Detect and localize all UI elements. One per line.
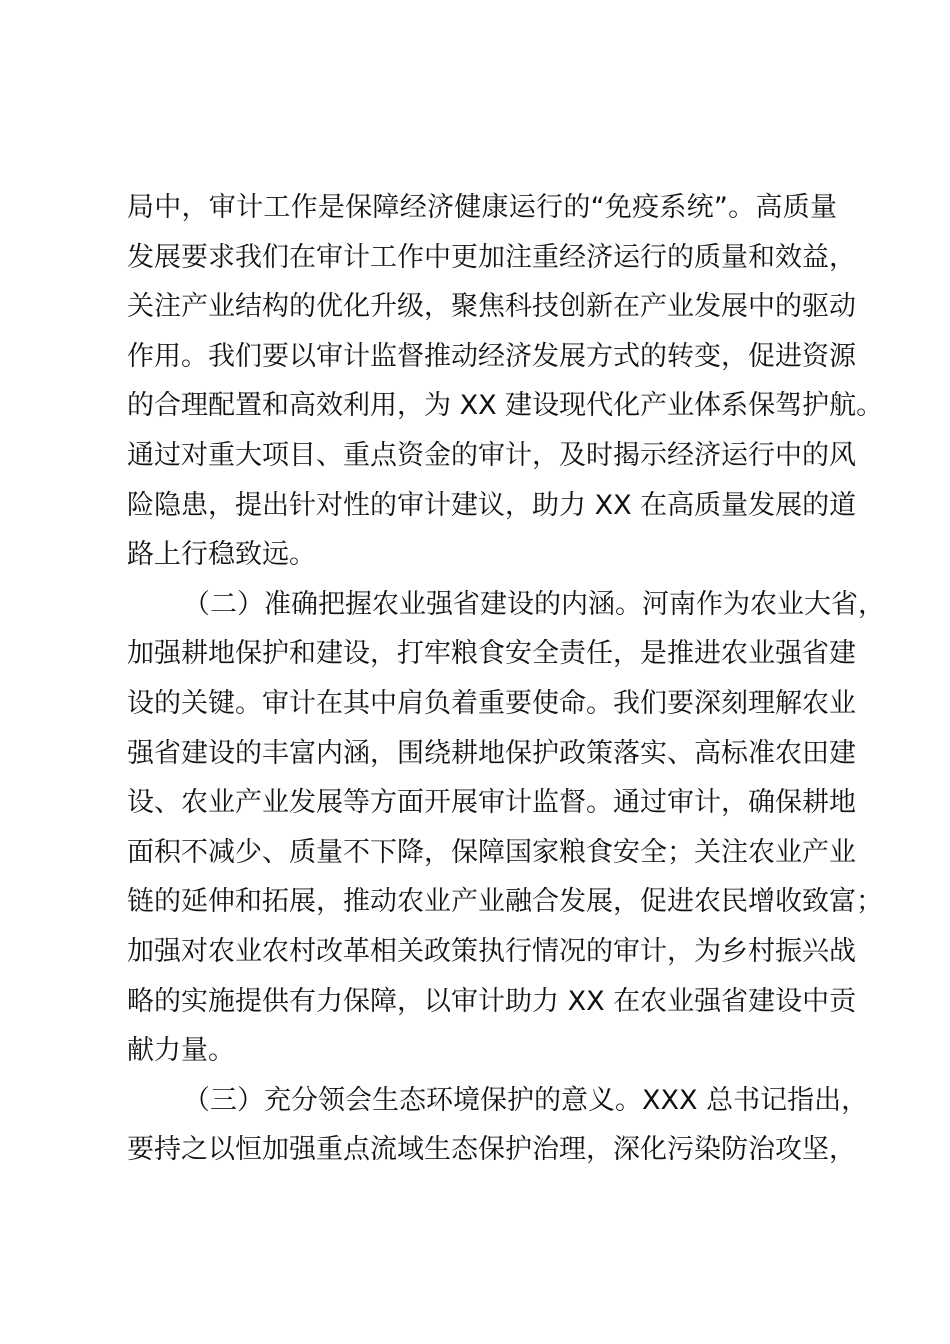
text-line: 险隐患，提出针对性的审计建议，助力 XX 在高质量发展的道: [127, 489, 857, 521]
text-line: 献力量。: [127, 1035, 235, 1067]
text-line: 加强对农业农村改革相关政策执行情况的审计，为乡村振兴战: [127, 935, 856, 967]
text-line: 路上行稳致远。: [127, 539, 316, 571]
text-line: （三）充分领会生态环境保护的意义。XXX 总书记指出，: [183, 1084, 869, 1116]
text-line: 发展要求我们在审计工作中更加注重经济运行的质量和效益，: [127, 241, 856, 273]
text-line: 关注产业结构的优化升级，聚焦科技创新在产业发展中的驱动: [127, 291, 856, 323]
text-line: 的合理配置和高效利用，为 XX 建设现代化产业体系保驾护航。: [127, 390, 884, 422]
text-line: 强省建设的丰富内涵，围绕耕地保护政策落实、高标准农田建: [127, 737, 856, 769]
text-line: 作用。我们要以审计监督推动经济发展方式的转变，促进资源: [127, 340, 856, 372]
text-line: 通过对重大项目、重点资金的审计，及时揭示经济运行中的风: [127, 439, 856, 471]
text-line: 略的实施提供有力保障，以审计助力 XX 在农业强省建设中贡: [127, 985, 857, 1017]
text-line: （二）准确把握农业强省建设的内涵。河南作为农业大省，: [183, 588, 885, 620]
text-line: 设的关键。审计在其中肩负着重要使命。我们要深刻理解农业: [127, 687, 856, 719]
paragraph-3: [127, 1076, 869, 1175]
paragraph-2: [127, 580, 885, 1076]
text-line: 加强耕地保护和建设，打牢粮食安全责任，是推进农业强省建: [127, 638, 856, 670]
text-line: 局中，审计工作是保障经济健康运行的“免疫系统”。高质量: [127, 192, 837, 223]
text-line: 要持之以恒加强重点流域生态保护治理，深化污染防治攻坚，: [127, 1134, 856, 1166]
text-line: 链的延伸和拓展，推动农业产业融合发展，促进农民增收致富；: [127, 886, 883, 918]
paragraph-1: [127, 183, 884, 580]
text-line: 面积不减少、质量不下降，保障国家粮食安全；关注农业产业: [127, 836, 856, 868]
body-text: [127, 183, 885, 1175]
text-line: 设、农业产业发展等方面开展审计监督。通过审计，确保耕地: [127, 787, 856, 819]
